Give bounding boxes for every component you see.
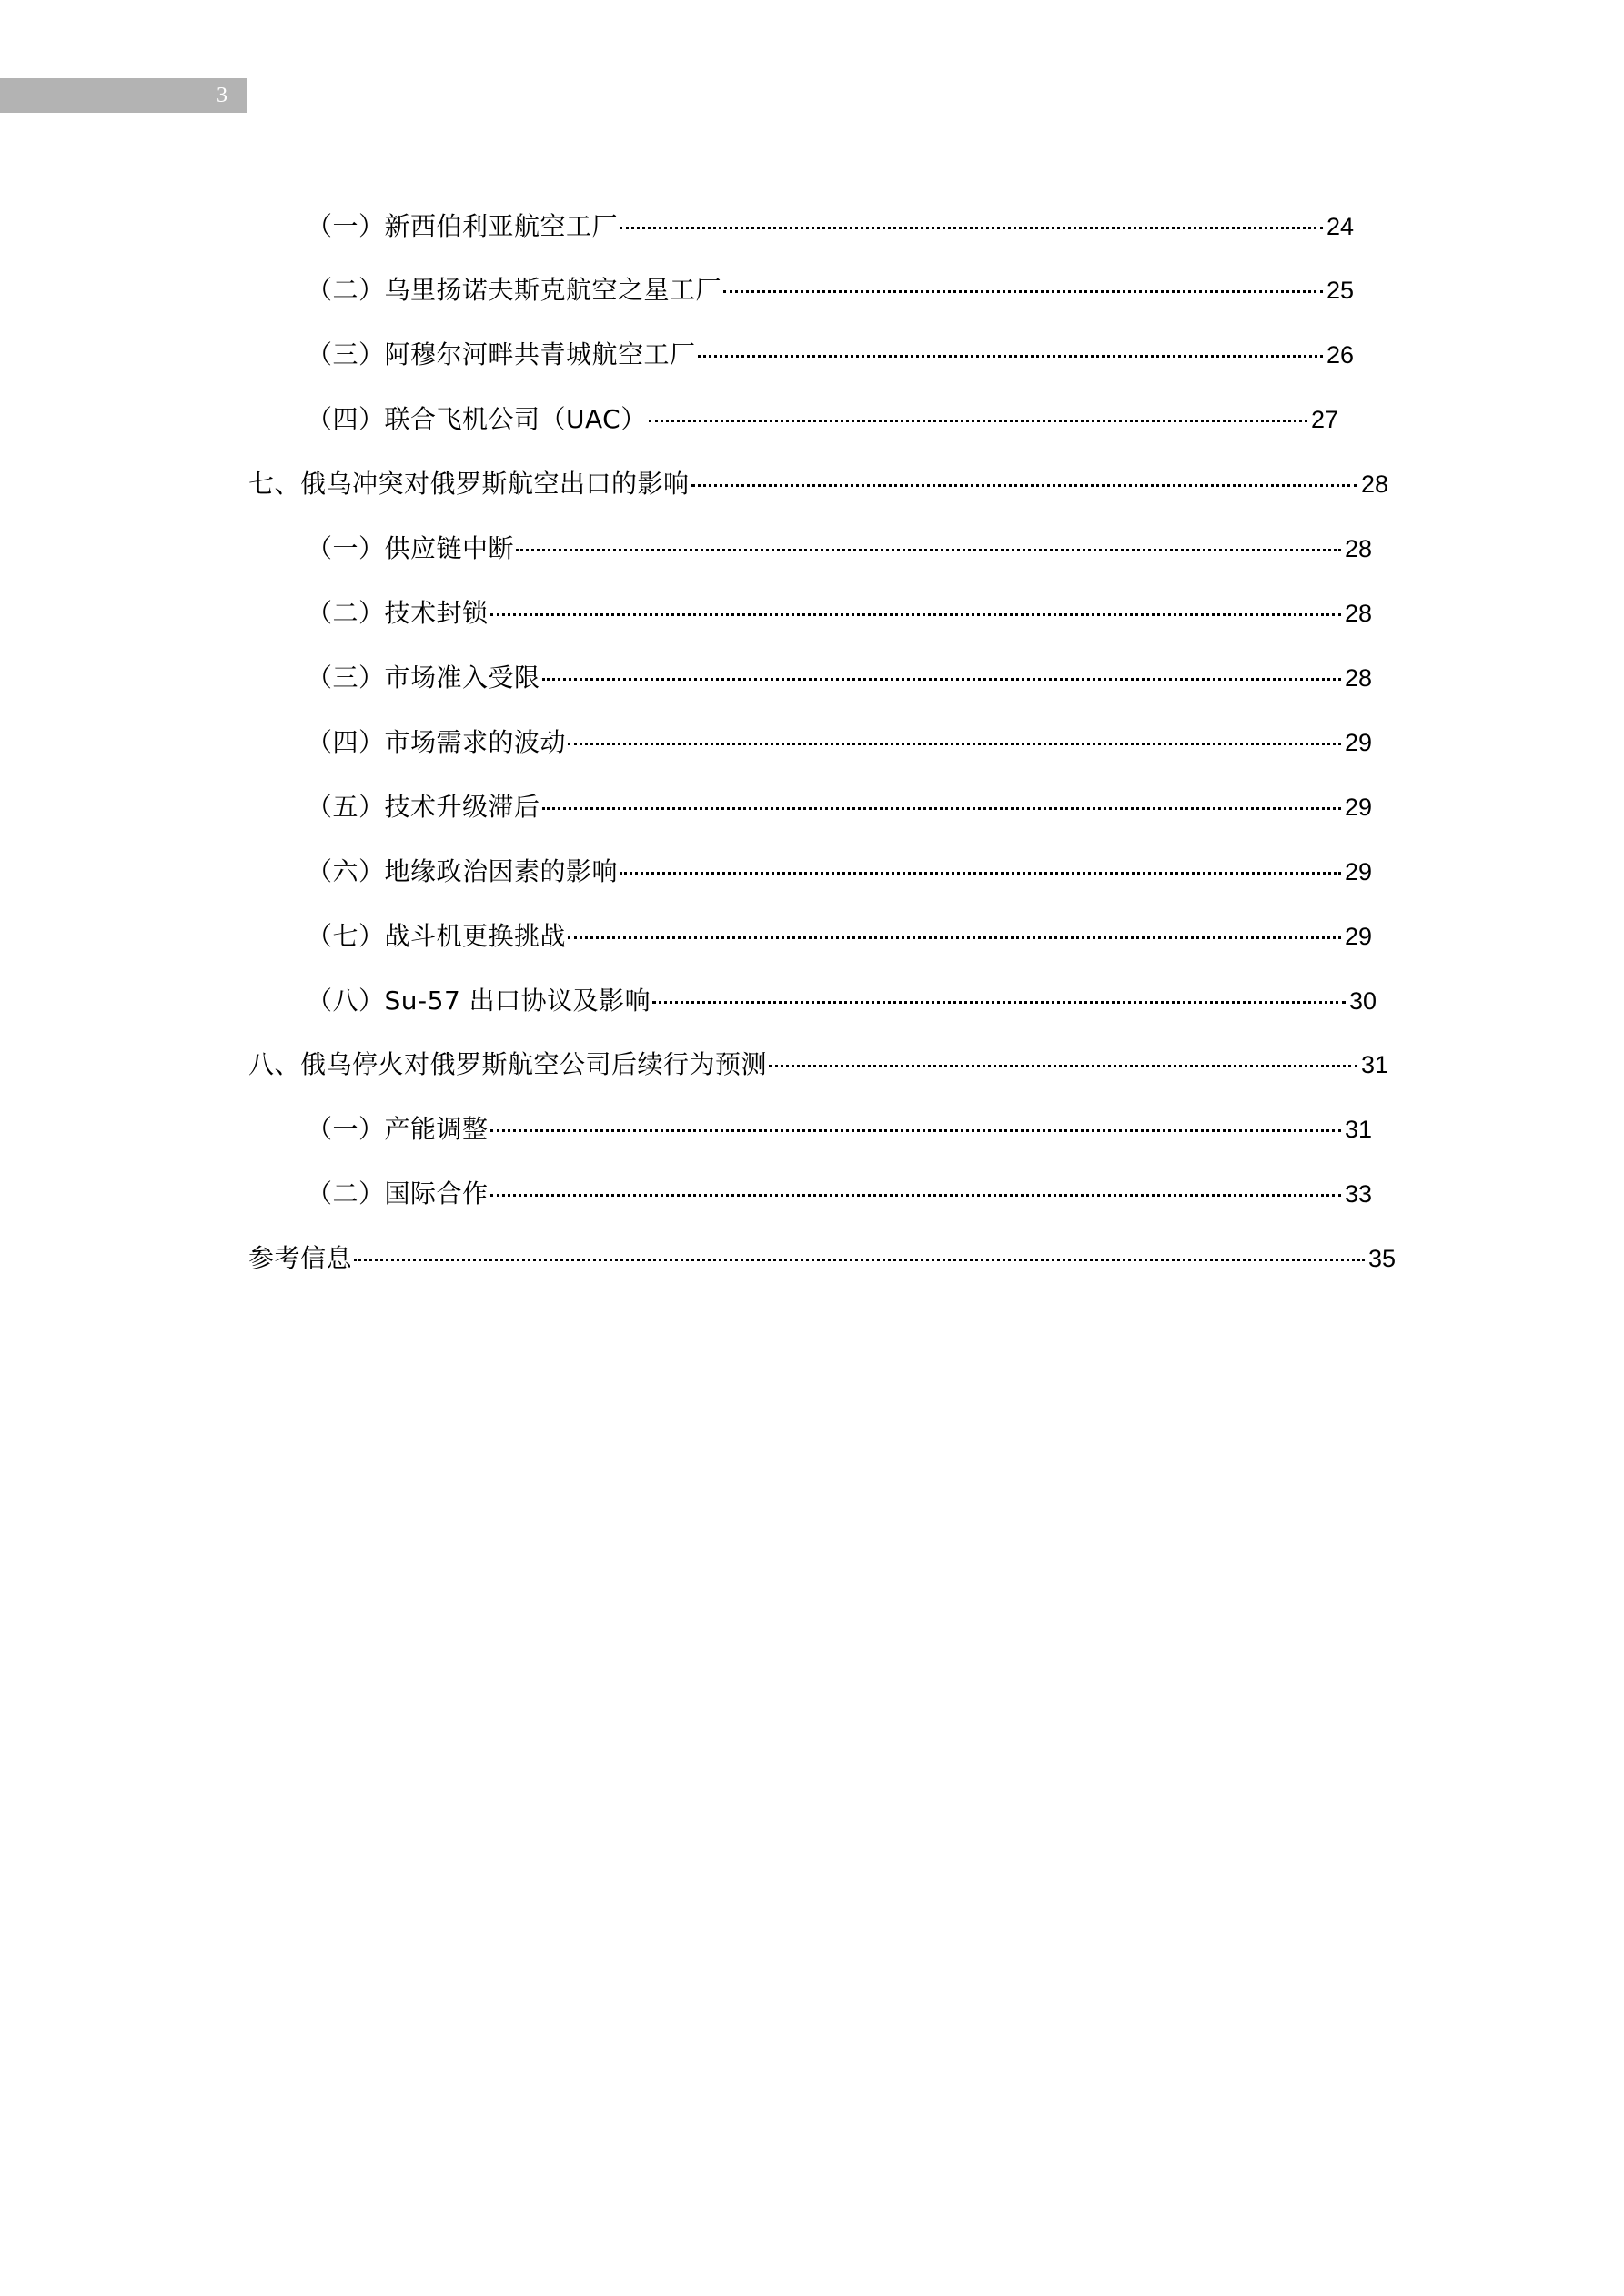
toc-entry[interactable] <box>248 1240 1396 1277</box>
toc-entry-label: （二）国际合作 <box>307 1178 489 1209</box>
toc-entry-page: 33 <box>1344 1180 1372 1208</box>
toc-entry-page: 35 <box>1367 1245 1396 1272</box>
toc-entry-page: 26 <box>1326 341 1354 369</box>
toc-entry-page: 25 <box>1326 277 1354 304</box>
toc-entry-page: 31 <box>1360 1051 1388 1078</box>
toc-entry-page: 24 <box>1326 213 1354 240</box>
toc-entry-label: （八）Su-57 出口协议及影响 <box>307 986 651 1016</box>
toc-entry[interactable] <box>307 337 1354 373</box>
toc-entry-label: （四）市场需求的波动 <box>307 727 567 757</box>
toc-entry-page: 29 <box>1344 858 1372 885</box>
toc-entry-label: 八、俄乌停火对俄罗斯航空公司后续行为预测 <box>248 1049 768 1079</box>
toc-entry[interactable] <box>307 660 1372 696</box>
toc-entry[interactable] <box>307 595 1372 632</box>
toc-entry-label: 参考信息 <box>248 1243 353 1273</box>
toc-entry[interactable] <box>307 208 1354 245</box>
toc-entry-label: （六）地缘政治因素的影响 <box>307 856 619 886</box>
dot-leader <box>354 1259 1365 1261</box>
toc-entry[interactable] <box>307 1176 1372 1212</box>
dot-leader <box>620 872 1341 875</box>
toc-entry[interactable] <box>307 789 1372 825</box>
toc-entry-label: （三）市场准入受限 <box>307 663 540 693</box>
toc-entry-label: （一）新西伯利亚航空工厂 <box>307 211 619 241</box>
dot-leader <box>542 678 1341 681</box>
dot-leader <box>652 1001 1346 1004</box>
dot-leader <box>542 807 1341 810</box>
toc-entry-label: 七、俄乌冲突对俄罗斯航空出口的影响 <box>248 469 690 499</box>
toc-entry-label: （五）技术升级滞后 <box>307 792 540 822</box>
toc-entry[interactable] <box>307 724 1372 761</box>
dot-leader <box>723 290 1323 293</box>
dot-leader <box>490 1129 1341 1132</box>
toc-entry-page: 27 <box>1310 406 1338 433</box>
toc-entry-page: 28 <box>1344 600 1372 627</box>
toc-entry-page: 29 <box>1344 729 1372 756</box>
toc-entry-label: （一）供应链中断 <box>307 533 515 563</box>
toc-entry[interactable] <box>307 401 1338 438</box>
dot-leader <box>769 1065 1357 1067</box>
toc-entry-page: 28 <box>1360 470 1388 498</box>
dot-leader <box>490 613 1341 616</box>
dot-leader <box>691 484 1357 487</box>
toc-entry-label: （七）战斗机更换挑战 <box>307 921 567 951</box>
dot-leader <box>568 743 1341 745</box>
toc-entry-page: 30 <box>1348 987 1377 1015</box>
toc-entry-page: 29 <box>1344 794 1372 821</box>
toc-entry[interactable] <box>307 531 1372 567</box>
toc-entry-page: 28 <box>1344 664 1372 692</box>
dot-leader <box>620 227 1323 229</box>
toc-entry-label: （四）联合飞机公司（UAC） <box>307 404 647 434</box>
toc-entry-page: 28 <box>1344 535 1372 562</box>
toc-entry-label: （二）乌里扬诺夫斯克航空之星工厂 <box>307 275 722 305</box>
dot-leader <box>490 1194 1341 1197</box>
toc-entry[interactable] <box>307 1111 1372 1148</box>
page-number-tab <box>0 78 247 113</box>
dot-leader <box>698 355 1323 358</box>
toc-entry[interactable] <box>307 918 1372 955</box>
dot-leader <box>649 420 1307 422</box>
toc-entry-page: 31 <box>1344 1116 1372 1143</box>
page-number: 3 <box>217 84 227 107</box>
toc-entry-page: 29 <box>1344 923 1372 950</box>
dot-leader <box>568 936 1341 939</box>
toc-entry-label: （三）阿穆尔河畔共青城航空工厂 <box>307 339 696 369</box>
toc-entry[interactable] <box>307 272 1354 308</box>
toc-entry[interactable] <box>248 466 1388 502</box>
toc-entry[interactable] <box>307 983 1377 1019</box>
toc-entry-label: （一）产能调整 <box>307 1114 489 1144</box>
toc-entry-label: （二）技术封锁 <box>307 598 489 628</box>
toc-entry[interactable] <box>248 1047 1388 1083</box>
toc-entry[interactable] <box>307 854 1372 890</box>
dot-leader <box>516 549 1341 551</box>
